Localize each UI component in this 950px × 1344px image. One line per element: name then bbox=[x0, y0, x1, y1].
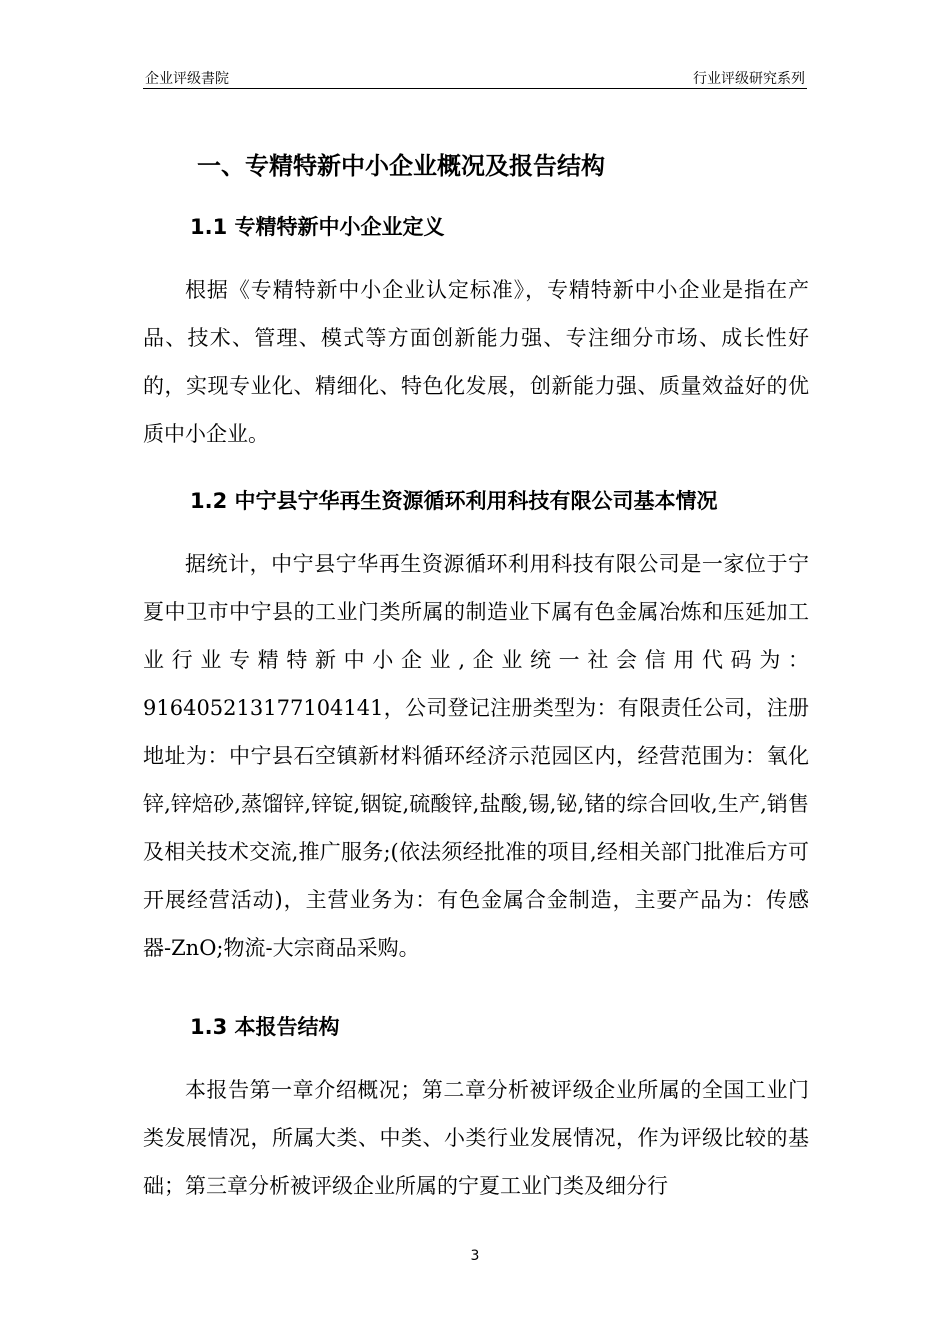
subsection-heading-1-3: 1.3 本报告结构 bbox=[190, 1015, 340, 1039]
paragraph-definition: 根据《专精特新中小企业认定标准》，专精特新中小企业是指在产品、技术、管理、模式等方面创新能力强、专注细分市场、成长性好的，实现专业化、精细化、特色化发展，创新能力强、质量效益好的优质中小企业。 bbox=[143, 278, 809, 446]
paragraph-company-info: 据统计，中宁县宁华再生资源循环利用科技有限公司是一家位于宁夏中卫市中宁县的工业门类所属的制造业下属有色金属冶炼和压延加工业行业专精特新中小企业,企业统一社会信用代码为：916405213177104141，公司登记注册类型为：有限责任公司，注册地址为：中宁县石空镇新材料循环经济示范园区内，经营范围为：氧化锌,锌焙砂,蒸馏锌,锌锭,铟锭,硫酸锌,盐酸,锡,铋,锗的综合回收,生产,销售及相关技术交流,推广服务;(依法须经批准的项目,经相关部门批准后方可开展经营活动)，主营业务为：有色金属合金制造，主要产品为：传感器-ZnO;物流-大宗商品采购。 bbox=[143, 552, 809, 960]
page-header bbox=[143, 62, 807, 89]
paragraph-report-structure: 本报告第一章介绍概况；第二章分析被评级企业所属的全国工业门类发展情况，所属大类、中类、小类行业发展情况，作为评级比较的基础；第三章分析被评级企业所属的宁夏工业门类及细分行 bbox=[143, 1078, 809, 1198]
page-number: 3 bbox=[470, 1248, 480, 1264]
header-right-title: 行业评级研究系列 bbox=[693, 71, 805, 87]
subsection-heading-1-2: 1.2 中宁县宁华再生资源循环利用科技有限公司基本情况 bbox=[190, 489, 718, 513]
subsection-heading-1-1: 1.1 专精特新中小企业定义 bbox=[190, 215, 445, 239]
section-heading-1: 一、专精特新中小企业概况及报告结构 bbox=[197, 152, 605, 180]
header-left-title: 企业评级書院 bbox=[145, 71, 229, 87]
